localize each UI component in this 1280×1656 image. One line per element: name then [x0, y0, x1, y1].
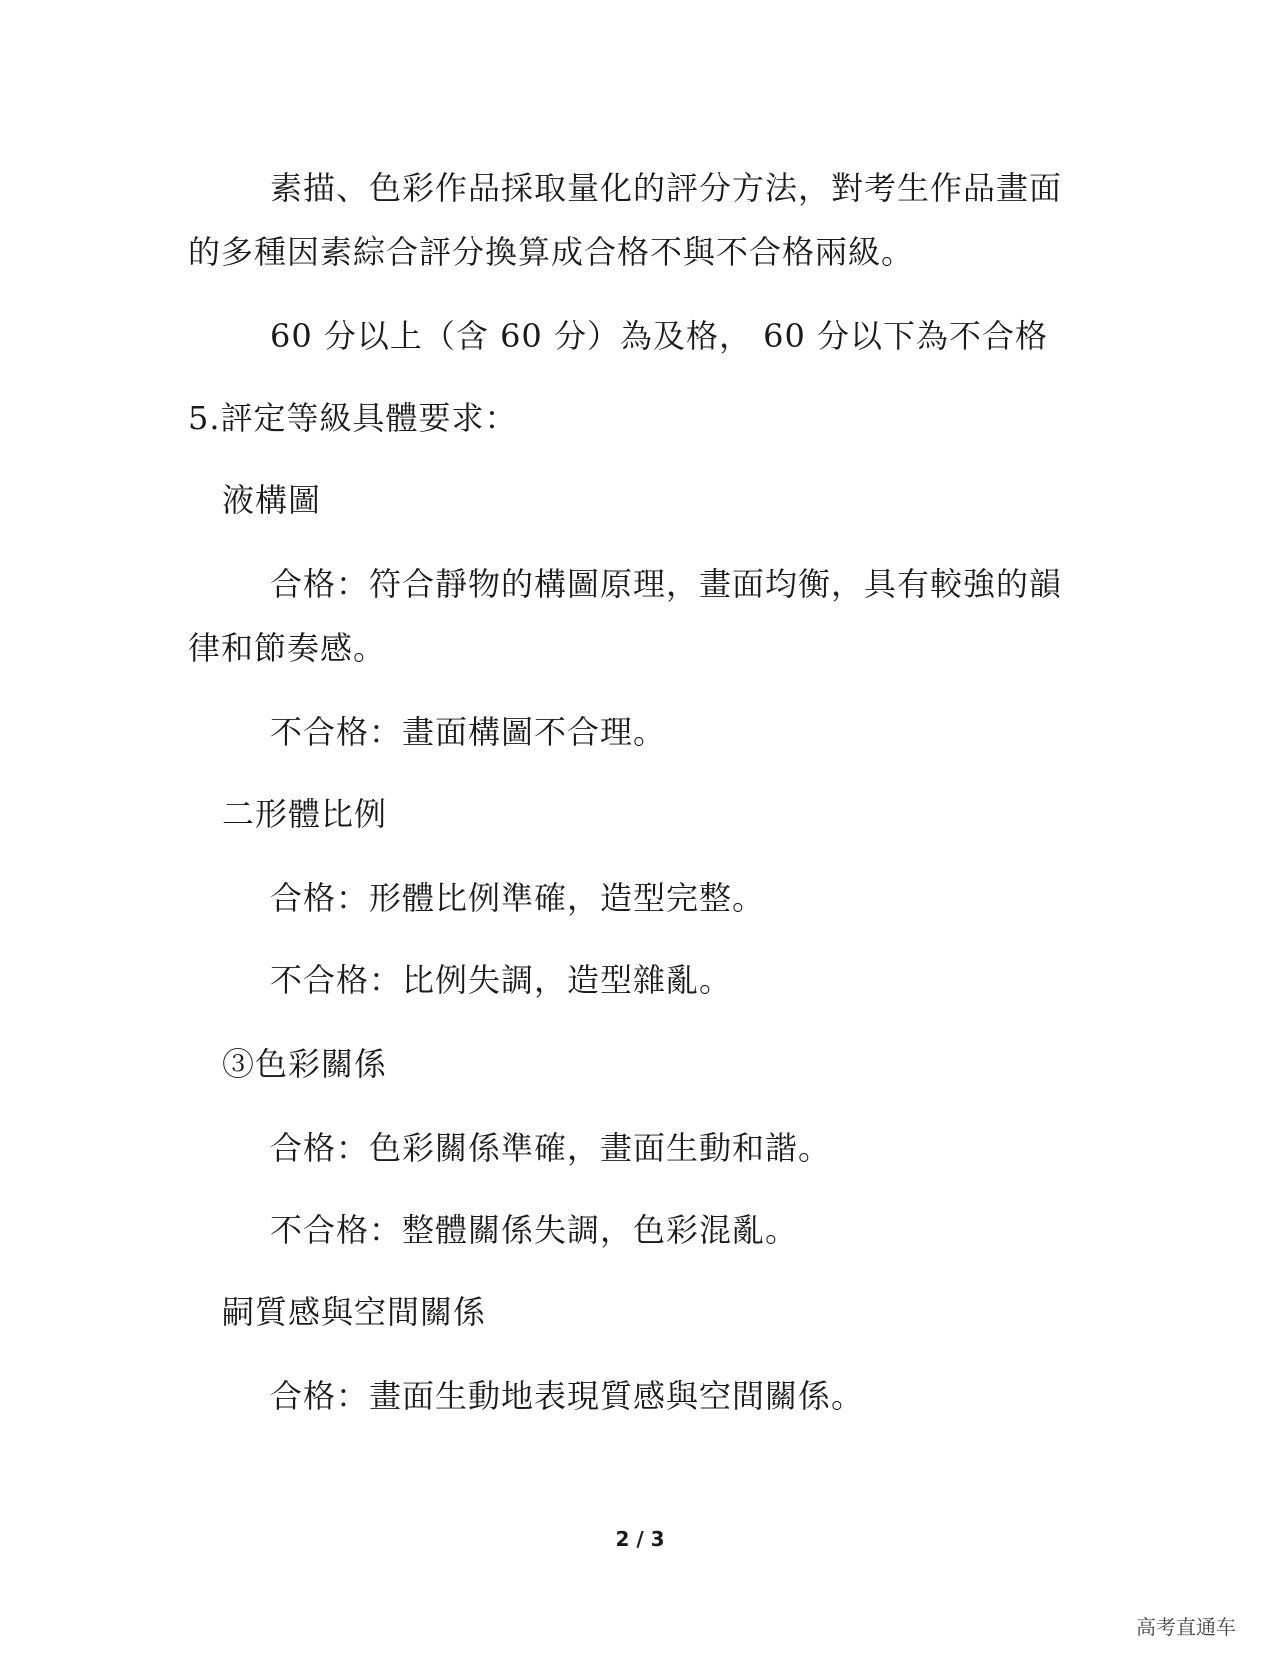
paragraph-line: 不合格：畫面構圖不合理。 [270, 713, 667, 751]
subsection-heading: 液構圖 [222, 481, 322, 519]
section-heading: 5.評定等級具體要求： [188, 399, 518, 437]
subsection-heading: 二形體比例 [222, 795, 388, 833]
paragraph-line: 不合格：比例失調，造型雜亂。 [270, 961, 733, 999]
paragraph-line: 律和節奏感。 [188, 629, 387, 667]
subsection-heading: 嗣質感與空間關係 [222, 1293, 487, 1331]
paragraph-line: 合格：形體比例準確，造型完整。 [270, 879, 766, 917]
paragraph-line: 60 分以上（含 60 分）為及格， 60 分以下為不合格 [270, 317, 1049, 355]
watermark-text: 高考直通车 [1136, 1615, 1236, 1639]
subsection-heading: ③色彩關係 [222, 1045, 388, 1083]
paragraph-line: 的多種因素綜合評分換算成合格不與不合格兩級。 [188, 233, 915, 271]
paragraph-line: 合格：符合靜物的構圖原理，畫面均衡，具有較強的韻 [270, 565, 1063, 603]
paragraph-line: 合格：畫面生動地表現質感與空間關係。 [270, 1377, 865, 1415]
paragraph-line: 合格：色彩關係準確，畫面生動和諧。 [270, 1129, 832, 1167]
paragraph-line: 素描、色彩作品採取量化的評分方法，對考生作品畫面 [270, 169, 1063, 207]
paragraph-line: 不合格：整體關係失調，色彩混亂。 [270, 1211, 799, 1249]
page-number: 2 / 3 [615, 1527, 665, 1551]
